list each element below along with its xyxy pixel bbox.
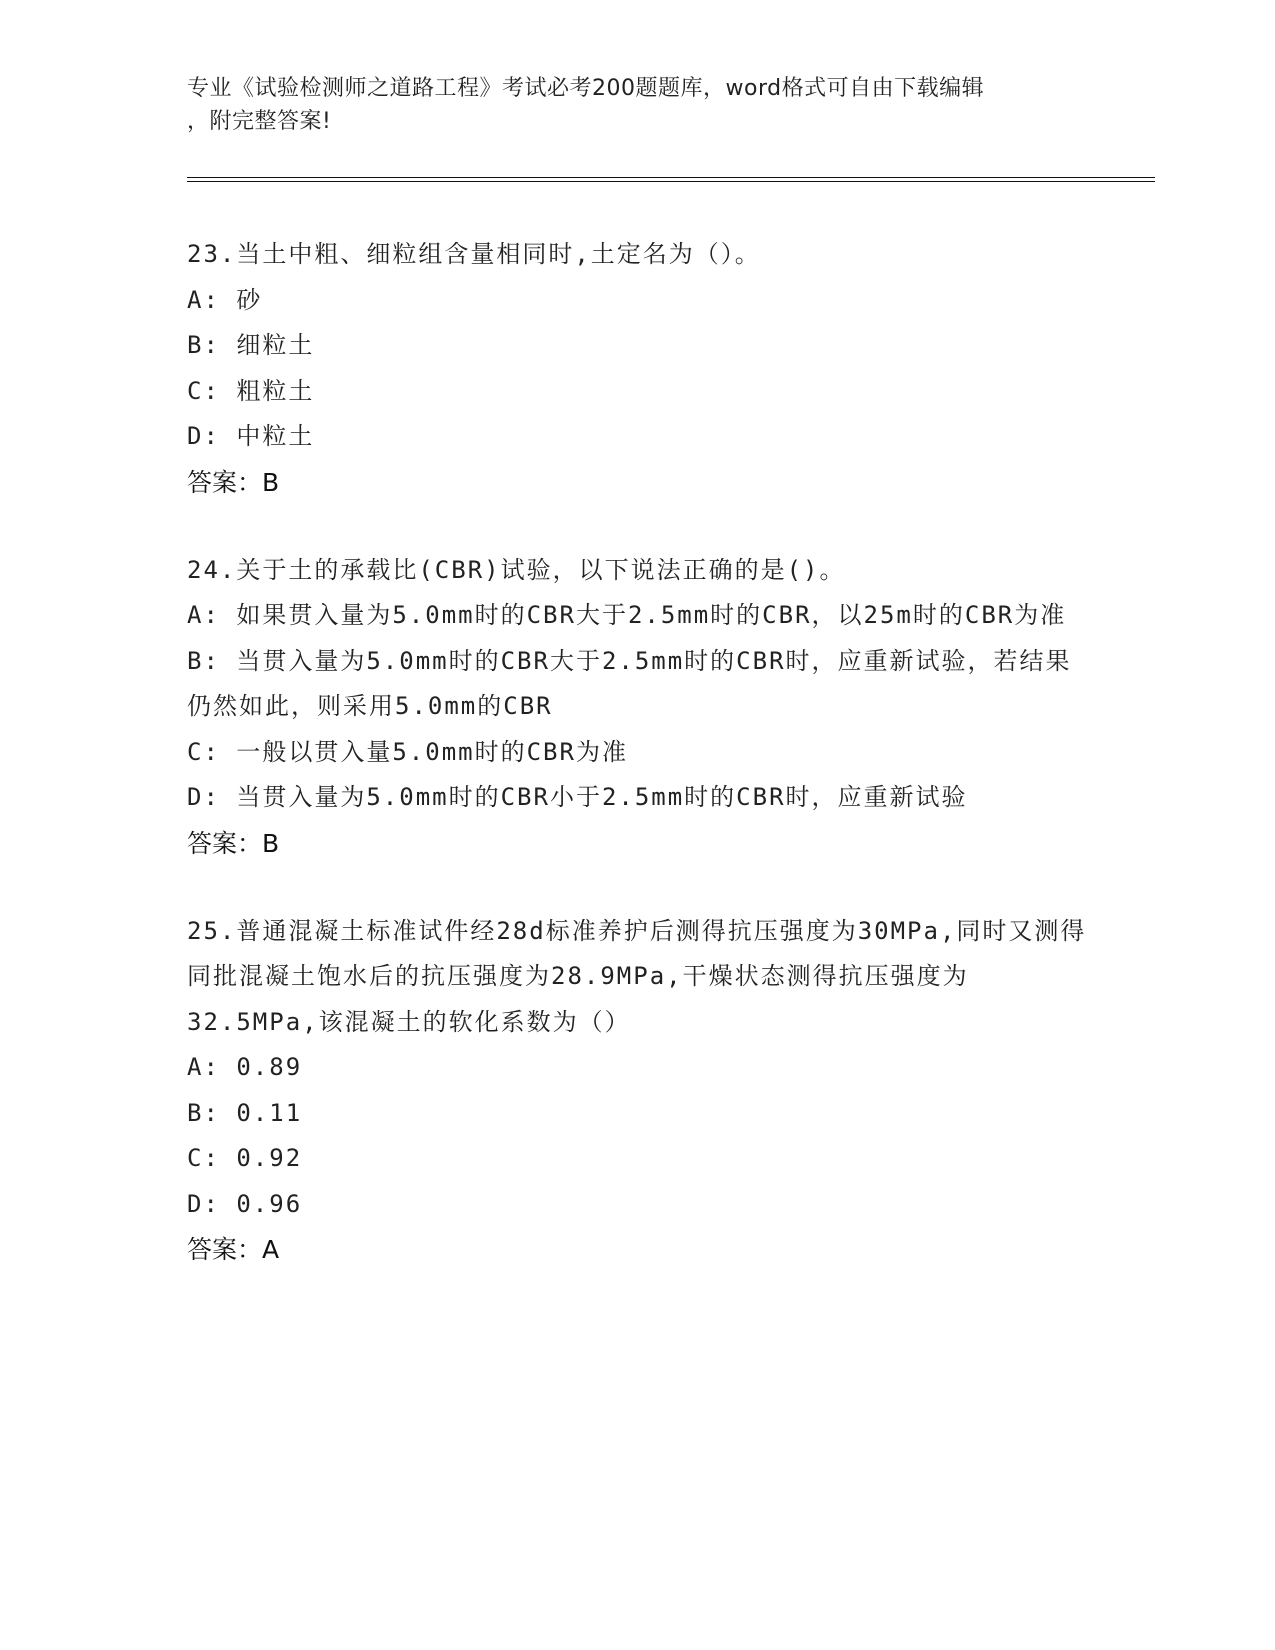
option-b: B: 0.11 [187, 1098, 303, 1127]
question-stem: 23.当土中粗、细粒组含量相同时,土定名为（）。 [187, 240, 761, 268]
header-title-line-1: 专业《试验检测师之道路工程》考试必考200题题库，word格式可自由下载编辑 [187, 76, 985, 101]
option-a: A: 如果贯入量为5.0mm时的CBR大于2.5mm时的CBR，以25m时的CBR为准 [187, 601, 1067, 629]
option-a: A: 0.89 [187, 1053, 303, 1081]
answer-line: 答案：B [187, 828, 280, 858]
question-stem: 24.关于土的承载比(CBR)试验，以下说法正确的是()。 [187, 555, 846, 584]
option-d: D: 0.96 [187, 1189, 303, 1218]
header-divider [187, 177, 1155, 182]
option-d: D: 中粒土 [187, 422, 315, 450]
option-a: A: 砂 [187, 285, 263, 314]
answer-line: 答案：B [187, 467, 280, 497]
answer-line: 答案：A [187, 1235, 280, 1264]
header-title-line-2: ，附完整答案! [187, 109, 332, 134]
question-stem: 25.普通混凝土标准试件经28d标准养护后测得抗压强度为30MPa,同时又测得同批混凝土饱水后的抗压强度为28.9MPa,干燥状态测得抗压强度为32.5MPa,该混凝土的软化系数为（） [187, 916, 1087, 1036]
question-24 [187, 548, 1087, 866]
option-c: C: 一般以贯入量5.0mm时的CBR为准 [187, 737, 628, 766]
option-b: B: 细粒土 [187, 331, 315, 359]
option-b: B: 当贯入量为5.0mm时的CBR大于2.5mm时的CBR时，应重新试验，若结果仍然如此，则采用5.0mm的CBR [187, 646, 1072, 720]
option-d: D: 当贯入量为5.0mm时的CBR小于2.5mm时的CBR时，应重新试验 [187, 783, 968, 811]
document-header [187, 72, 1087, 138]
option-c: C: 粗粒土 [187, 376, 315, 405]
option-c: C: 0.92 [187, 1144, 303, 1172]
question-list [187, 232, 1087, 1315]
question-25 [187, 909, 1087, 1273]
question-23 [187, 232, 1087, 505]
